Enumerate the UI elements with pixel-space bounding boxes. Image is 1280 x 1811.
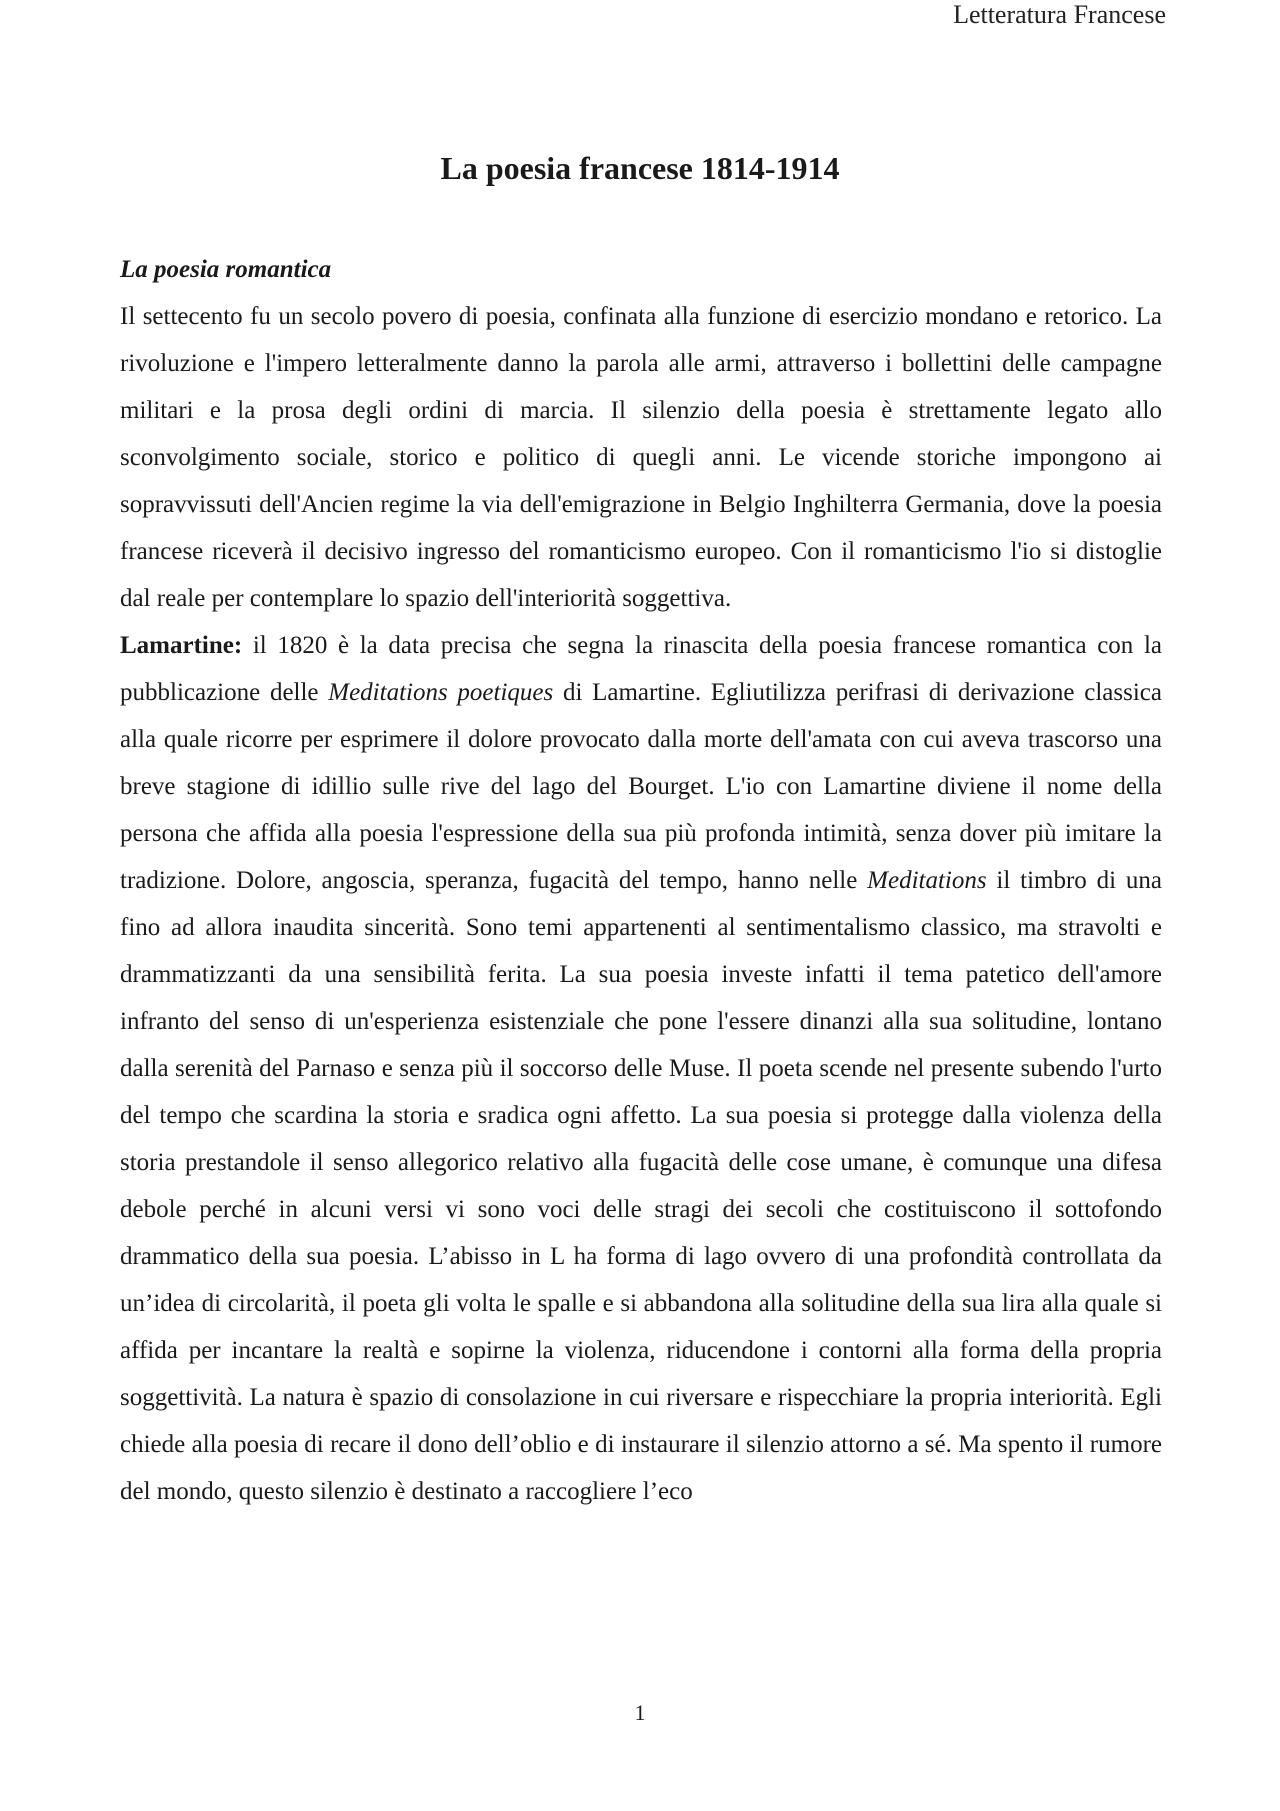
work-title: Meditations poetiques [328, 679, 554, 706]
paragraph-lamartine [120, 622, 1162, 1515]
paragraph-lead: Lamartine: [120, 632, 243, 659]
paragraph-intro: Il settecento fu un secolo povero di poesia, confinata alla funzione di esercizio mondano e retorico. La rivoluzione e l'impero letteralmente danno la parola alle armi, attraverso i bollettini delle campagne militari e la prosa degli ordini di marcia. Il silenzio della poesia è strettamente legato allo sconvolgimento sociale, storico e politico di quegli anni. Le vicende storiche impongono ai sopravvissuti dell'Ancien regime la via dell'emigrazione in Belgio Inghilterra Germania, dove la poesia francese riceverà il decisivo ingresso del romanticismo europeo. Con il romanticismo l'io si distoglie dal reale per contemplare lo spazio dell'interiorità soggettiva. [120, 303, 1162, 612]
work-title: Meditations [867, 867, 987, 894]
paragraph-text: il 1820 è la data precisa che segna la rinascita della poesia francese romantica con la pubblicazione delle [120, 632, 1162, 706]
section-heading: La poesia romantica [120, 256, 332, 283]
document-title: La poesia francese 1814-1914 [440, 150, 840, 186]
document-body [120, 246, 1162, 1515]
paragraph-text: il timbro di una fino ad allora inaudita sincerità. Sono temi appartenenti al sentimentalismo classico, ma stravolti e drammatizzanti da una sensibilità ferita. La sua poesia investe infatti il tema patetico dell'amore infranto del senso di un'esperienza esistenziale che pone l'essere dinanzi alla sua solitudine, lontano dalla serenità del Parnaso e senza più il soccorso delle Muse. Il poeta scende nel presente subendo l'urto del tempo che scardina la storia e sradica ogni affetto. La sua poesia si protegge dalla violenza della storia prestandole il senso allegorico relativo alla fugacità delle cose umane, è comunque una difesa debole perché in alcuni versi vi sono voci delle stragi dei secoli che costituiscono il sottofondo drammatico della sua poesia. L’abisso in L ha forma di lago ovvero di una profondità controllata da un’idea di circolarità, il poeta gli volta le spalle e si abbandona alla solitudine della sua lira alla quale si affida per incantare la realtà e sopirne la violenza, riducendone i contorni alla forma della propria soggettività. La natura è spazio di consolazione in cui riversare e rispecchiare la propria interiorità. Egli chiede alla poesia di recare il dono dell’oblio e di instaurare il silenzio attorno a sé. Ma spento il rumore del mondo, questo silenzio è destinato a raccogliere l’eco [120, 867, 1162, 1505]
page-number: 1 [634, 1700, 646, 1725]
running-header: Letteratura Francese [953, 0, 1166, 29]
paragraph-text: di Lamartine. Egliutilizza perifrasi di derivazione classica alla quale ricorre per esprimere il dolore provocato dalla morte dell'amata con cui aveva trascorso una breve stagione di idillio sulle rive del lago del Bourget. L'io con Lamartine diviene il nome della persona che affida alla poesia l'espressione della sua più profonda intimità, senza dover più imitare la tradizione. Dolore, angoscia, speranza, fugacità del tempo, hanno nelle [120, 679, 1162, 894]
